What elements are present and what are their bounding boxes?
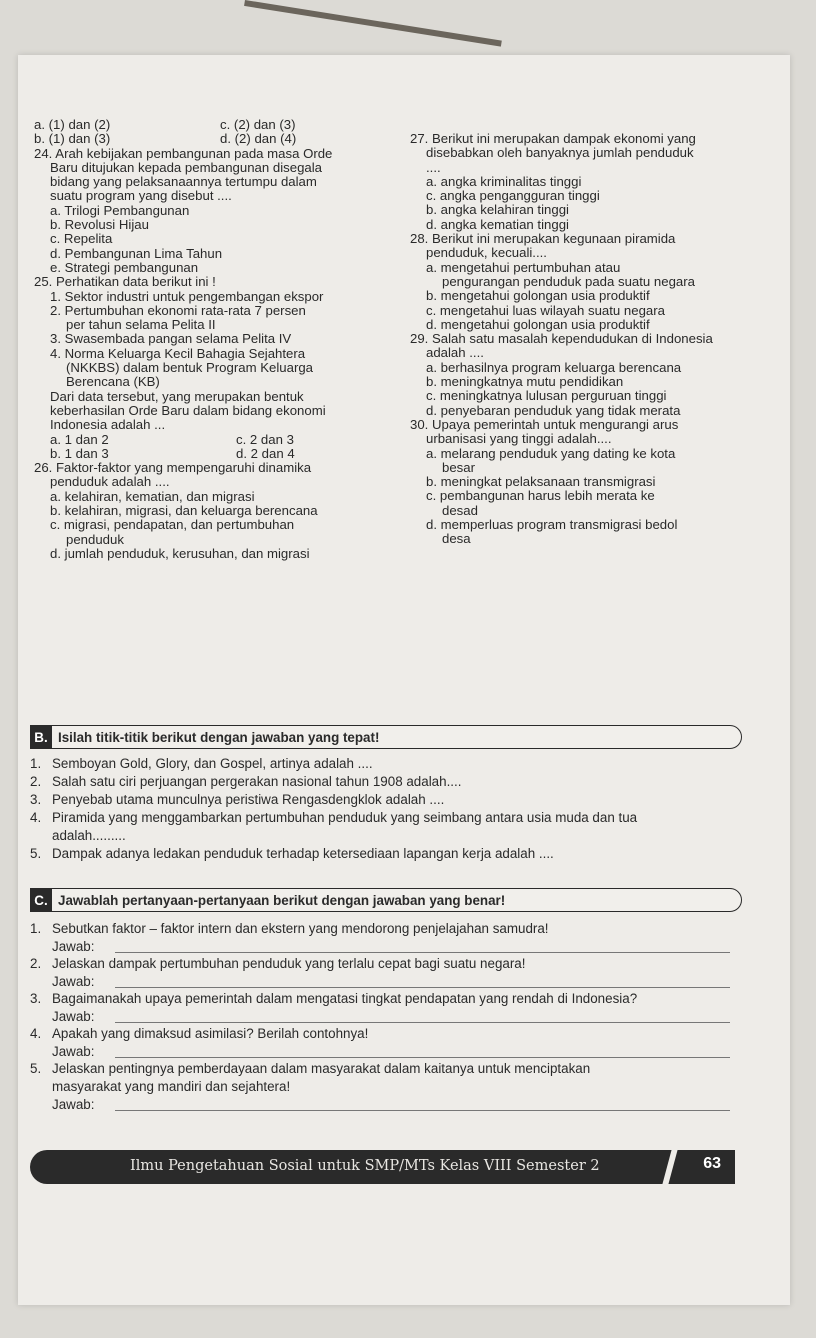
essay-question — [30, 920, 742, 938]
fill-in-question — [30, 791, 742, 809]
page-footer — [30, 1150, 735, 1184]
essay-question — [30, 990, 742, 1008]
left_column-line — [34, 118, 389, 132]
question-number: 5. — [30, 846, 42, 861]
question-number: 3. — [30, 792, 42, 807]
left_column-line: per tahun selama Pelita II — [66, 317, 216, 333]
fill-in-question — [30, 755, 742, 773]
right_column-line: 27. Berikut ini merupakan dampak ekonomi yang — [410, 131, 696, 146]
section-c-letter: C. — [30, 889, 52, 911]
right_column-line: d. memperluas program transmigrasi bedol — [426, 517, 678, 533]
question-number: 4. — [30, 810, 42, 825]
question-text: Apakah yang dimaksud asimilasi? Berilah contohnya! — [52, 1026, 369, 1041]
option-text: c. 2 dan 3 — [236, 431, 294, 447]
answer-label: Jawab: — [52, 1044, 95, 1059]
left-column — [34, 118, 389, 561]
right_column-line: urbanisasi yang tinggi adalah.... — [426, 431, 612, 447]
right_column-line: 30. Upaya pemerintah untuk mengurangi arus — [410, 416, 679, 432]
answer-field[interactable] — [30, 973, 742, 990]
right_column-line: adalah .... — [426, 345, 484, 361]
option-text: d. 2 dan 4 — [236, 445, 295, 461]
section-c-header — [30, 888, 742, 912]
right_column-line: c. mengetahui luas wilayah suatu negara — [426, 302, 665, 318]
right-column — [410, 132, 740, 547]
question-number: 3. — [30, 991, 42, 1006]
left_column-line: 26. Faktor-faktor yang mempengaruhi dinamika — [34, 460, 312, 476]
answer-label: Jawab: — [52, 939, 95, 954]
left_column-line: Berencana (KB) — [66, 374, 160, 390]
right_column-line: d. angka kematian tinggi — [426, 216, 569, 232]
book-title: Ilmu Pengetahuan Sosial untuk SMP/MTs Kelas VIII Semester 2 — [130, 1158, 600, 1174]
right_column-line: c. pembangunan harus lebih merata ke — [426, 488, 655, 504]
question-number: 2. — [30, 956, 42, 971]
question-text: Penyebab utama munculnya peristiwa Rengasdengklok adalah .... — [52, 792, 445, 807]
option-text: b. (1) dan (3) — [34, 131, 111, 147]
answer-line[interactable] — [115, 1110, 730, 1111]
question-text: Semboyan Gold, Glory, dan Gospel, artinya adalah .... — [52, 756, 373, 771]
answer-label: Jawab: — [52, 1097, 95, 1112]
fill-in-question — [30, 809, 742, 827]
left_column-line — [34, 447, 389, 461]
left_column-line — [34, 132, 389, 146]
right_column-line: d. mengetahui golongan usia produktif — [426, 316, 650, 332]
footer-divider — [662, 1150, 677, 1184]
left_column-line: 25. Perhatikan data berikut ini ! — [34, 274, 216, 290]
essay-question — [30, 1060, 742, 1078]
right_column-line: 29. Salah satu masalah kependudukan di Indonesia — [410, 331, 713, 347]
right_column-line: pengurangan penduduk pada suatu negara — [442, 273, 695, 289]
left_column-line: Dari data tersebut, yang merupakan bentuk — [50, 388, 304, 404]
option-text: a. (1) dan (2) — [34, 117, 111, 132]
right_column-line: d. penyebaran penduduk yang tidak merata — [426, 402, 681, 418]
section-b-header — [30, 725, 742, 749]
left_column-line: e. Strategi pembangunan — [50, 259, 199, 275]
fill-in-question — [30, 845, 742, 863]
right_column-line: penduduk, kecuali.... — [426, 245, 547, 261]
answer-field[interactable] — [30, 938, 742, 955]
question-number: 4. — [30, 1026, 42, 1041]
question-text: Bagaimanakah upaya pemerintah dalam mengatasi tingkat pendapatan yang rendah di Indonesia? — [52, 991, 638, 1006]
question-text: Sebutkan faktor – faktor intern dan ekstern yang mendorong penjelajahan samudra! — [52, 921, 549, 936]
right_column-line: b. angka kelahiran tinggi — [426, 202, 569, 218]
essay-question — [30, 1078, 742, 1096]
section-c-questions — [30, 920, 742, 1113]
right_column-line: desad — [442, 502, 478, 518]
section-c-title: Jawablah pertanyaan-pertanyaan berikut dengan jawaban yang benar! — [58, 892, 506, 908]
left_column-line: 2. Pertumbuhan ekonomi rata-rata 7 persen — [50, 302, 306, 318]
answer-field[interactable] — [30, 1043, 742, 1060]
section-b — [30, 725, 742, 863]
left_column-line: (NKKBS) dalam bentuk Program Keluarga — [66, 360, 314, 376]
section-b-title: Isilah titik-titik berikut dengan jawaban yang tepat! — [58, 729, 380, 745]
question-text: Jelaskan dampak pertumbuhan penduduk yang terlalu cepat bagi suatu negara! — [52, 956, 526, 971]
fill-in-question — [30, 773, 742, 791]
right_column-line: b. meningkat pelaksanaan transmigrasi — [426, 474, 656, 490]
right_column-line: a. berhasilnya program keluarga berencana — [426, 359, 682, 375]
answer-line[interactable] — [115, 987, 730, 988]
left_column-line: suatu program yang disebut .... — [50, 188, 232, 204]
left_column-line: a. kelahiran, kematian, dan migrasi — [50, 488, 255, 504]
left_column-line: 1. Sektor industri untuk pengembangan ekspor — [50, 288, 324, 304]
left_column-line: b. kelahiran, migrasi, dan keluarga berencana — [50, 503, 318, 519]
question-number: 1. — [30, 921, 42, 936]
left_column-line: Baru ditujukan kepada pembangunan disegala — [50, 159, 323, 175]
left_column-line: 4. Norma Keluarga Kecil Bahagia Sejahtera — [50, 345, 306, 361]
right_column-line: a. angka kriminalitas tinggi — [426, 173, 582, 189]
page-edge-shadow — [244, 0, 502, 47]
answer-line[interactable] — [115, 1057, 730, 1058]
right_column-line: 28. Berikut ini merupakan kegunaan piramida — [410, 231, 676, 247]
left_column-line: b. Revolusi Hijau — [50, 217, 149, 233]
section-b-letter: B. — [30, 726, 52, 748]
right_column-line: c. meningkatnya lulusan perguruan tinggi — [426, 388, 667, 404]
answer-field[interactable] — [30, 1096, 742, 1113]
answer-label: Jawab: — [52, 974, 95, 989]
question-number: 5. — [30, 1061, 42, 1076]
answer-label: Jawab: — [52, 1009, 95, 1024]
answer-line[interactable] — [115, 1022, 730, 1023]
right_column-line: .... — [426, 159, 441, 175]
left_column-line: a. Trilogi Pembangunan — [50, 202, 190, 218]
right_column-line: a. melarang penduduk yang dating ke kota — [426, 445, 676, 461]
question-text: Jelaskan pentingnya pemberdayaan dalam masyarakat dalam kaitanya untuk menciptakan — [52, 1061, 591, 1076]
option-text: c. (2) dan (3) — [220, 117, 296, 132]
answer-field[interactable] — [30, 1008, 742, 1025]
fill-in-question — [30, 827, 742, 845]
right_column-line: besar — [442, 459, 475, 475]
left_column-line: 3. Swasembada pangan selama Pelita IV — [50, 331, 292, 347]
left_column-line: d. Pembangunan Lima Tahun — [50, 245, 223, 261]
option-text: a. 1 dan 2 — [50, 431, 109, 447]
option-text: d. (2) dan (4) — [220, 131, 297, 147]
question-text: Salah satu ciri perjuangan pergerakan nasional tahun 1908 adalah.... — [52, 774, 462, 789]
right_column-line: b. meningkatnya mutu pendidikan — [426, 374, 624, 390]
answer-line[interactable] — [115, 952, 730, 953]
left_column-line: penduduk adalah .... — [50, 474, 170, 490]
right_column-line: b. mengetahui golongan usia produktif — [426, 288, 650, 304]
page-number: 63 — [703, 1155, 721, 1172]
right_column-line: a. mengetahui pertumbuhan atau — [426, 259, 621, 275]
left_column-line: c. migrasi, pendapatan, dan pertumbuhan — [50, 517, 295, 533]
left_column-line: c. Repelita — [50, 231, 113, 247]
right_column-line: desa — [442, 531, 471, 547]
essay-question — [30, 1025, 742, 1043]
essay-question — [30, 955, 742, 973]
left_column-line: bidang yang pelaksanaannya tertumpu dalam — [50, 174, 317, 190]
question-text: Dampak adanya ledakan penduduk terhadap ketersediaan lapangan kerja adalah .... — [52, 846, 554, 861]
right_column-line: c. angka pengangguran tinggi — [426, 188, 600, 204]
section-b-questions — [30, 755, 742, 863]
left_column-line — [34, 433, 389, 447]
option-text: b. 1 dan 3 — [50, 445, 109, 461]
section-c — [30, 888, 742, 1113]
question-text: adalah......... — [52, 828, 126, 843]
question-text: masyarakat yang mandiri dan sejahtera! — [52, 1079, 291, 1094]
left_column-line: penduduk — [66, 531, 124, 547]
left_column-line: Indonesia adalah ... — [50, 417, 166, 433]
question-number: 1. — [30, 756, 42, 771]
question-number: 2. — [30, 774, 42, 789]
left_column-line: d. jumlah penduduk, kerusuhan, dan migrasi — [50, 545, 310, 561]
right_column-line: disebabkan oleh banyaknya jumlah penduduk — [426, 145, 694, 161]
question-text: Piramida yang menggambarkan pertumbuhan penduduk yang seimbang antara usia muda dan tua — [52, 810, 638, 825]
left_column-line: keberhasilan Orde Baru dalam bidang ekonomi — [50, 402, 326, 418]
left_column-line: 24. Arah kebijakan pembangunan pada masa Orde — [34, 145, 333, 161]
